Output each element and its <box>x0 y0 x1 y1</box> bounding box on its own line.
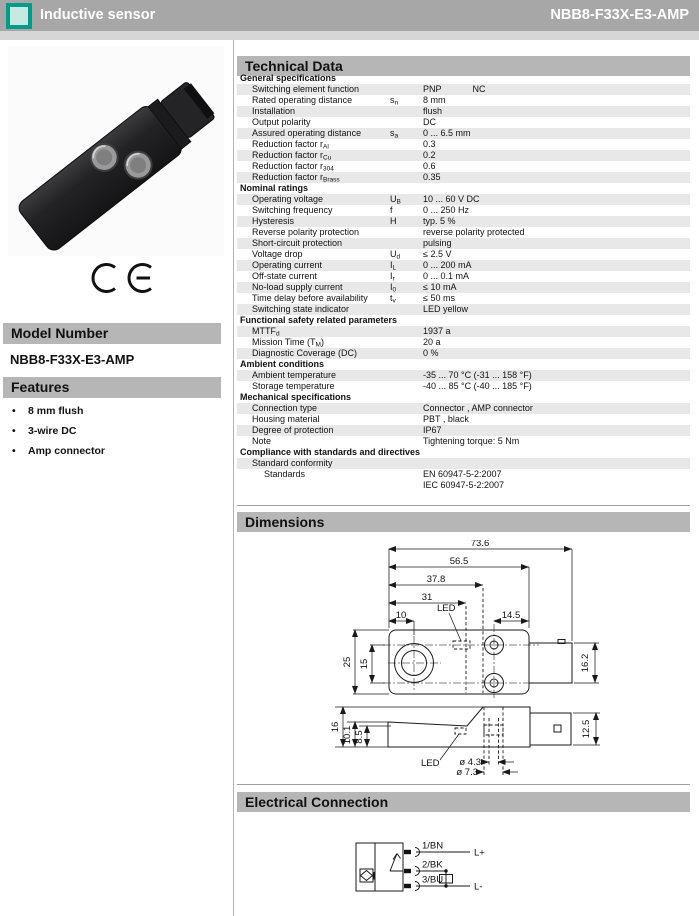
dim-dia-4-3: ø 4.3 <box>459 757 481 768</box>
spec-value: 0.2 <box>423 150 436 160</box>
spec-row <box>237 95 690 106</box>
switch-symbol <box>390 854 403 872</box>
spec-value: Connector , AMP connector <box>423 403 533 413</box>
spec-label: Output polarity <box>252 117 311 127</box>
dim-14-5: 14.5 <box>501 610 521 621</box>
spec-symbol <box>390 348 423 359</box>
spec-symbol <box>390 458 423 469</box>
dim-16: 16 <box>330 721 341 733</box>
spec-value: 0.35 <box>423 172 441 182</box>
header-substrip <box>0 31 699 40</box>
dim-31: 31 <box>421 592 433 603</box>
l-plus-label: L+ <box>474 847 485 859</box>
spec-value: DC <box>423 117 436 127</box>
spec-symbol: f <box>390 205 393 215</box>
spec-value: 0 ... 6.5 mm <box>423 128 471 138</box>
dim-12-5: 12.5 <box>581 719 592 739</box>
spec-label: Operating current <box>252 260 323 270</box>
spec-label: Mission Time $(T_M)$ <box>252 337 324 349</box>
side-view <box>330 707 600 778</box>
spec-symbol <box>390 139 423 150</box>
spec-label: $MTTF_d$ <box>252 326 280 338</box>
separator-line <box>237 505 690 506</box>
spec-value: 0 % <box>423 348 439 358</box>
spec-label: Reduction factor $r_{Cu}$ <box>252 150 332 162</box>
spec-label: Switching element function <box>252 84 360 94</box>
top-view <box>342 540 599 698</box>
spec-value: 20 a <box>423 337 441 347</box>
spec-row <box>237 117 690 128</box>
spec-value: PBT , black <box>423 414 469 424</box>
spec-symbol: $I_0$ <box>390 282 397 294</box>
spec-row <box>237 381 690 392</box>
spec-label: Storage temperature <box>252 381 335 391</box>
spec-symbol: $U_B$ <box>390 194 401 206</box>
spec-symbol <box>390 84 423 95</box>
spec-symbol <box>390 172 423 183</box>
spec-value: 0.6 <box>423 161 436 171</box>
spec-value: 1937 a <box>423 326 451 336</box>
technical-data-header: Technical Data <box>237 56 690 76</box>
spec-label: Off-state current <box>252 271 317 281</box>
terminal-label-1: 1/BN <box>422 840 444 852</box>
spec-row <box>237 150 690 161</box>
spec-section-header: Mechanical specifications <box>240 392 352 402</box>
spec-row <box>237 348 690 359</box>
spec-row <box>237 128 690 139</box>
spec-value: -35 ... 70 °C (-31 ... 158 °F) <box>423 370 532 380</box>
spec-section-header: Nominal ratings <box>240 183 309 193</box>
spec-label: Reduction factor $r_{Al}$ <box>252 139 329 151</box>
spec-symbol <box>390 381 423 392</box>
spec-symbol <box>390 469 423 491</box>
spec-value: LED yellow <box>423 304 469 314</box>
feature-item: • 8 mm flush <box>12 405 84 417</box>
technical-data-table <box>237 73 690 491</box>
spec-label: Time delay before availability <box>252 293 368 303</box>
spec-value: EN 60947-5-2:2007 IEC 60947-5-2:2007 <box>423 469 505 490</box>
spec-row <box>237 403 690 414</box>
terminal-label-3: 3/BU <box>422 874 444 886</box>
ce-mark-icon <box>88 260 168 296</box>
spec-label: Switching state indicator <box>252 304 350 314</box>
spec-symbol <box>390 425 423 436</box>
dim-73-6: 73.6 <box>470 540 490 549</box>
spec-symbol <box>390 337 423 348</box>
inductive-sensor-symbol <box>360 869 374 882</box>
spec-row <box>237 414 690 425</box>
spec-row <box>237 238 690 249</box>
dimensions-header: Dimensions <box>237 512 690 532</box>
spec-symbol: $s_a$ <box>390 128 399 140</box>
spec-row <box>237 139 690 150</box>
page-title: Inductive sensor <box>40 7 156 23</box>
spec-symbol: $I_L$ <box>390 260 397 272</box>
spec-value: 0 ... 200 mA <box>423 260 472 270</box>
spec-symbol <box>390 117 423 128</box>
dim-10: 10 <box>395 610 407 621</box>
spec-label: Short-circuit protection <box>252 238 343 248</box>
spec-symbol <box>390 238 423 249</box>
spec-label: Standards <box>264 469 306 479</box>
spec-value <box>423 458 690 469</box>
spec-value: 10 ... 60 V DC <box>423 194 480 204</box>
features-header: Features <box>3 377 221 398</box>
spec-value: PNP NC <box>423 84 486 94</box>
spec-row <box>237 205 690 216</box>
spec-row <box>237 304 690 315</box>
dim-15: 15 <box>359 658 370 670</box>
spec-label: Installation <box>252 106 296 116</box>
led-label-top: LED <box>437 603 456 614</box>
spec-symbol <box>390 150 423 161</box>
spec-label: Ambient temperature <box>252 370 337 380</box>
spec-label: Note <box>252 436 272 446</box>
model-number-value: NBB8-F33X-E3-AMP <box>10 352 135 367</box>
spec-symbol: $t_v$ <box>390 293 396 305</box>
column-divider <box>233 40 234 916</box>
spec-label: Connection type <box>252 403 318 413</box>
wiring-diagram <box>233 813 699 916</box>
spec-value: typ. 5 % <box>423 216 456 226</box>
feature-item: • Amp connector <box>12 445 106 457</box>
spec-symbol <box>390 414 423 425</box>
spec-section-header: Compliance with standards and directives <box>240 447 421 457</box>
spec-symbol <box>390 326 423 337</box>
spec-symbol <box>390 403 423 414</box>
spec-value: 0.3 <box>423 139 436 149</box>
spec-symbol <box>390 304 423 315</box>
spec-label: Degree of protection <box>252 425 334 435</box>
spec-row <box>237 216 690 227</box>
spec-row <box>237 293 690 304</box>
spec-value: ≤ 50 ms <box>423 293 455 303</box>
spec-label: Reduction factor $r_{Brass}$ <box>252 172 340 184</box>
page-header <box>0 0 699 31</box>
spec-symbol <box>390 436 423 447</box>
spec-label: Rated operating distance <box>252 95 353 105</box>
spec-label: Assured operating distance <box>252 128 362 138</box>
spec-row <box>237 337 690 348</box>
spec-row <box>237 249 690 260</box>
dim-10-1: 10.1 <box>342 725 353 745</box>
led-marker-side <box>455 728 466 734</box>
spec-symbol <box>390 106 423 117</box>
spec-section-header: General specifications <box>240 73 337 83</box>
spec-value: 0 ... 0.1 mA <box>423 271 470 281</box>
spec-label: Standard conformity <box>252 458 333 468</box>
spec-label: Operating voltage <box>252 194 324 204</box>
spec-symbol <box>390 161 423 172</box>
spec-row <box>237 84 690 95</box>
spec-value: ≤ 2.5 V <box>423 249 452 259</box>
brand-square-icon <box>6 3 32 29</box>
spec-row <box>237 106 690 117</box>
product-photo <box>8 46 224 256</box>
spec-label: Voltage drop <box>252 249 303 259</box>
spec-row <box>237 326 690 337</box>
spec-label: Switching frequency <box>252 205 333 215</box>
spec-value: Tightening torque: 5 Nm <box>423 436 520 446</box>
spec-row <box>237 282 690 293</box>
spec-value: IP67 <box>423 425 442 435</box>
feature-item: • 3-wire DC <box>12 425 77 437</box>
spec-value: reverse polarity protected <box>423 227 525 237</box>
spec-row <box>237 425 690 436</box>
terminal-label-2: 2/BK <box>422 859 443 871</box>
spec-symbol: H <box>390 216 397 226</box>
dimension-drawing <box>233 540 699 784</box>
spec-value: ≤ 10 mA <box>423 282 457 292</box>
l-minus-label: L- <box>474 881 483 893</box>
spec-value: pulsing <box>423 238 452 248</box>
dim-56-5: 56.5 <box>449 556 469 567</box>
spec-symbol <box>390 227 423 238</box>
spec-symbol <box>390 370 423 381</box>
spec-row <box>237 469 690 491</box>
spec-symbol: $U_d$ <box>390 249 401 261</box>
spec-label: Hysteresis <box>252 216 295 226</box>
spec-row <box>237 260 690 271</box>
header-model-number: NBB8-F33X-E3-AMP <box>550 7 689 23</box>
dim-8-5: 8.5 <box>354 730 365 744</box>
separator-line <box>237 784 690 785</box>
spec-label: Diagnostic Coverage (DC) <box>252 348 358 358</box>
spec-row <box>237 161 690 172</box>
spec-row <box>237 458 690 469</box>
spec-label: Reduction factor $r_{304}$ <box>252 161 334 173</box>
spec-label: Reverse polarity protection <box>252 227 360 237</box>
dim-37-8: 37.8 <box>426 574 446 585</box>
spec-value: 0 ... 250 Hz <box>423 205 470 215</box>
electrical-connection-header: Electrical Connection <box>237 792 690 812</box>
spec-row <box>237 194 690 205</box>
dim-dia-7-3: ø 7.3 <box>456 767 478 778</box>
spec-row <box>237 370 690 381</box>
spec-symbol: $I_r$ <box>390 271 395 283</box>
spec-label: Housing material <box>252 414 320 424</box>
spec-symbol: $s_n$ <box>390 95 399 107</box>
dim-25: 25 <box>342 656 353 668</box>
spec-section-header: Functional safety related parameters <box>240 315 398 325</box>
led-label-side: LED <box>421 758 440 769</box>
spec-label: No-load supply current <box>252 282 343 292</box>
features-list <box>10 401 220 461</box>
spec-row <box>237 436 690 447</box>
spec-row <box>237 172 690 183</box>
spec-row <box>237 227 690 238</box>
spec-value: -40 ... 85 °C (-40 ... 185 °F) <box>423 381 532 391</box>
spec-row <box>237 271 690 282</box>
spec-value: flush <box>423 106 443 116</box>
dim-16-2: 16.2 <box>580 653 591 673</box>
spec-section-header: Ambient conditions <box>240 359 324 369</box>
model-number-header: Model Number <box>3 323 221 344</box>
spec-value: 8 mm <box>423 95 446 105</box>
